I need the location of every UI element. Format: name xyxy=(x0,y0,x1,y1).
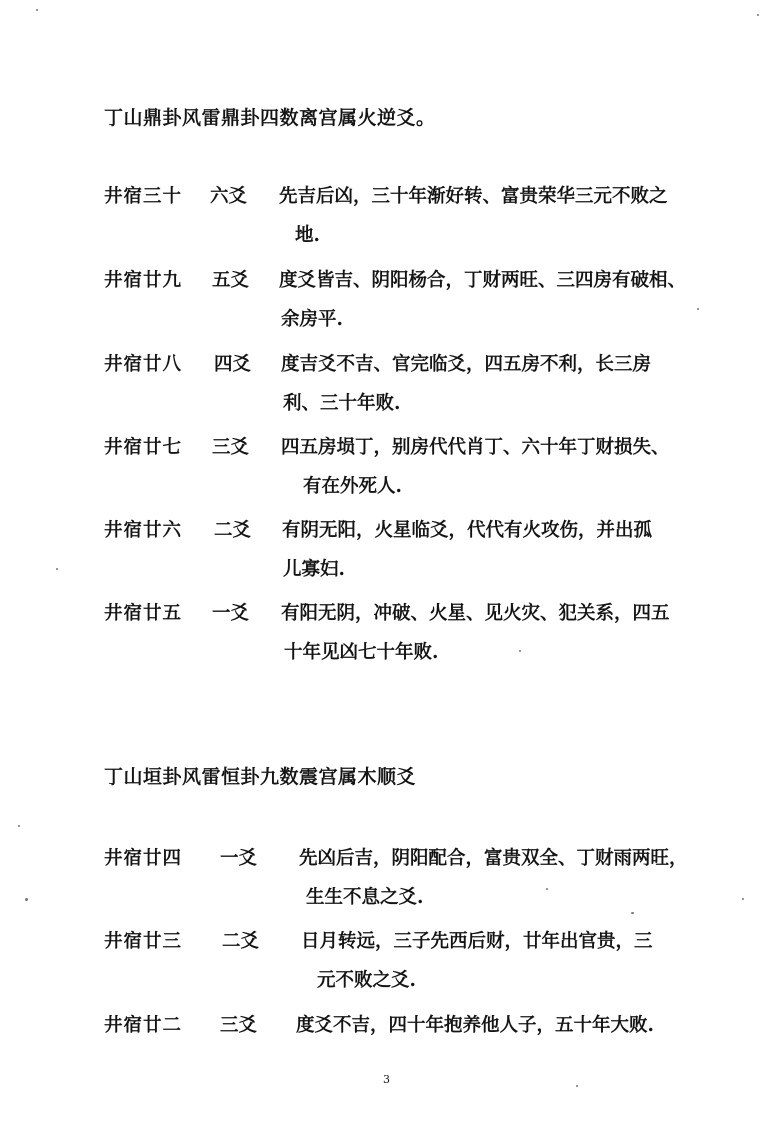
entry-text: 有阳无阴，冲破、火星、见火灾、犯关系，四五 xyxy=(281,603,670,624)
entry-text: 有阴无阳，火星临爻，代代有火攻伤，并出孤 xyxy=(282,520,653,541)
star-label: 井宿廿七 xyxy=(104,437,183,458)
entry-text-continued: 生生不息之爻. xyxy=(306,887,424,908)
entry-text-continued: 元不败之爻. xyxy=(317,970,416,991)
star-label: 井宿廿三 xyxy=(104,931,183,952)
scan-speck xyxy=(576,1085,578,1087)
scan-speck xyxy=(757,14,759,16)
yao-label: 四爻 xyxy=(214,354,252,375)
scan-speck xyxy=(631,912,634,914)
scan-speck xyxy=(519,650,521,652)
star-label: 井宿廿四 xyxy=(104,848,183,869)
entry-text: 度爻不吉，四十年抱养他人子，五十年大败. xyxy=(296,1015,654,1036)
scan-speck xyxy=(18,825,20,827)
star-label: 井宿廿八 xyxy=(104,354,183,375)
entry xyxy=(0,603,778,683)
scan-speck xyxy=(36,9,38,11)
entry xyxy=(0,931,778,1011)
star-label: 井宿廿九 xyxy=(104,270,183,291)
scan-speck xyxy=(742,898,744,900)
star-label: 井宿廿六 xyxy=(104,520,183,541)
scan-speck xyxy=(546,888,548,890)
entry-text: 先吉后凶，三十年渐好转、富贵荣华三元不败之 xyxy=(279,186,668,207)
entry xyxy=(0,270,778,350)
entry-text-continued: 利、三十年败. xyxy=(283,393,401,414)
scan-speck xyxy=(697,308,699,310)
yao-label: 一爻 xyxy=(212,603,250,624)
yao-label: 一爻 xyxy=(220,848,258,869)
entry xyxy=(0,437,778,517)
yao-label: 五爻 xyxy=(212,270,250,291)
entry-text: 度吉爻不吉、官完临爻，四五房不利，长三房 xyxy=(281,354,652,375)
star-label: 井宿三十 xyxy=(104,186,183,207)
entry-text-continued: 余房平. xyxy=(281,309,343,330)
page-number: 3 xyxy=(383,1073,390,1086)
entry xyxy=(0,848,778,928)
entry xyxy=(0,354,778,434)
section2-heading: 丁山垣卦风雷恒卦九数震宫属木顺爻 xyxy=(104,766,417,788)
yao-label: 二爻 xyxy=(214,520,252,541)
yao-label: 二爻 xyxy=(222,931,260,952)
star-label: 井宿廿二 xyxy=(104,1015,183,1036)
entry-text: 先凶后吉，阴阳配合，富贵双全、丁财雨两旺， xyxy=(299,848,688,869)
entry-text-continued: 有在外死人. xyxy=(303,476,402,497)
scan-speck xyxy=(25,898,28,901)
entry-text-continued: 十年见凶七十年败. xyxy=(284,642,439,663)
entry-text: 四五房埙丁，别房代代肖丁、六十年丁财损失、 xyxy=(281,437,670,458)
entry xyxy=(0,186,778,266)
yao-label: 六爻 xyxy=(210,186,248,207)
star-label: 井宿廿五 xyxy=(104,603,183,624)
entry-text-continued: 儿寡妇. xyxy=(283,559,345,580)
yao-label: 三爻 xyxy=(220,1015,258,1036)
entry xyxy=(0,520,778,600)
entry-text: 日月转远，三子先西后财，廿年出官贵，三 xyxy=(301,931,653,952)
yao-label: 三爻 xyxy=(212,437,250,458)
scan-speck xyxy=(56,568,58,570)
section1-heading: 丁山鼎卦风雷鼎卦四数离宫属火逆爻。 xyxy=(104,107,436,129)
entry-text-continued: 地. xyxy=(295,225,320,246)
entry-text: 度爻皆吉、阴阳杨合，丁财两旺、三四房有破相、 xyxy=(279,270,687,291)
